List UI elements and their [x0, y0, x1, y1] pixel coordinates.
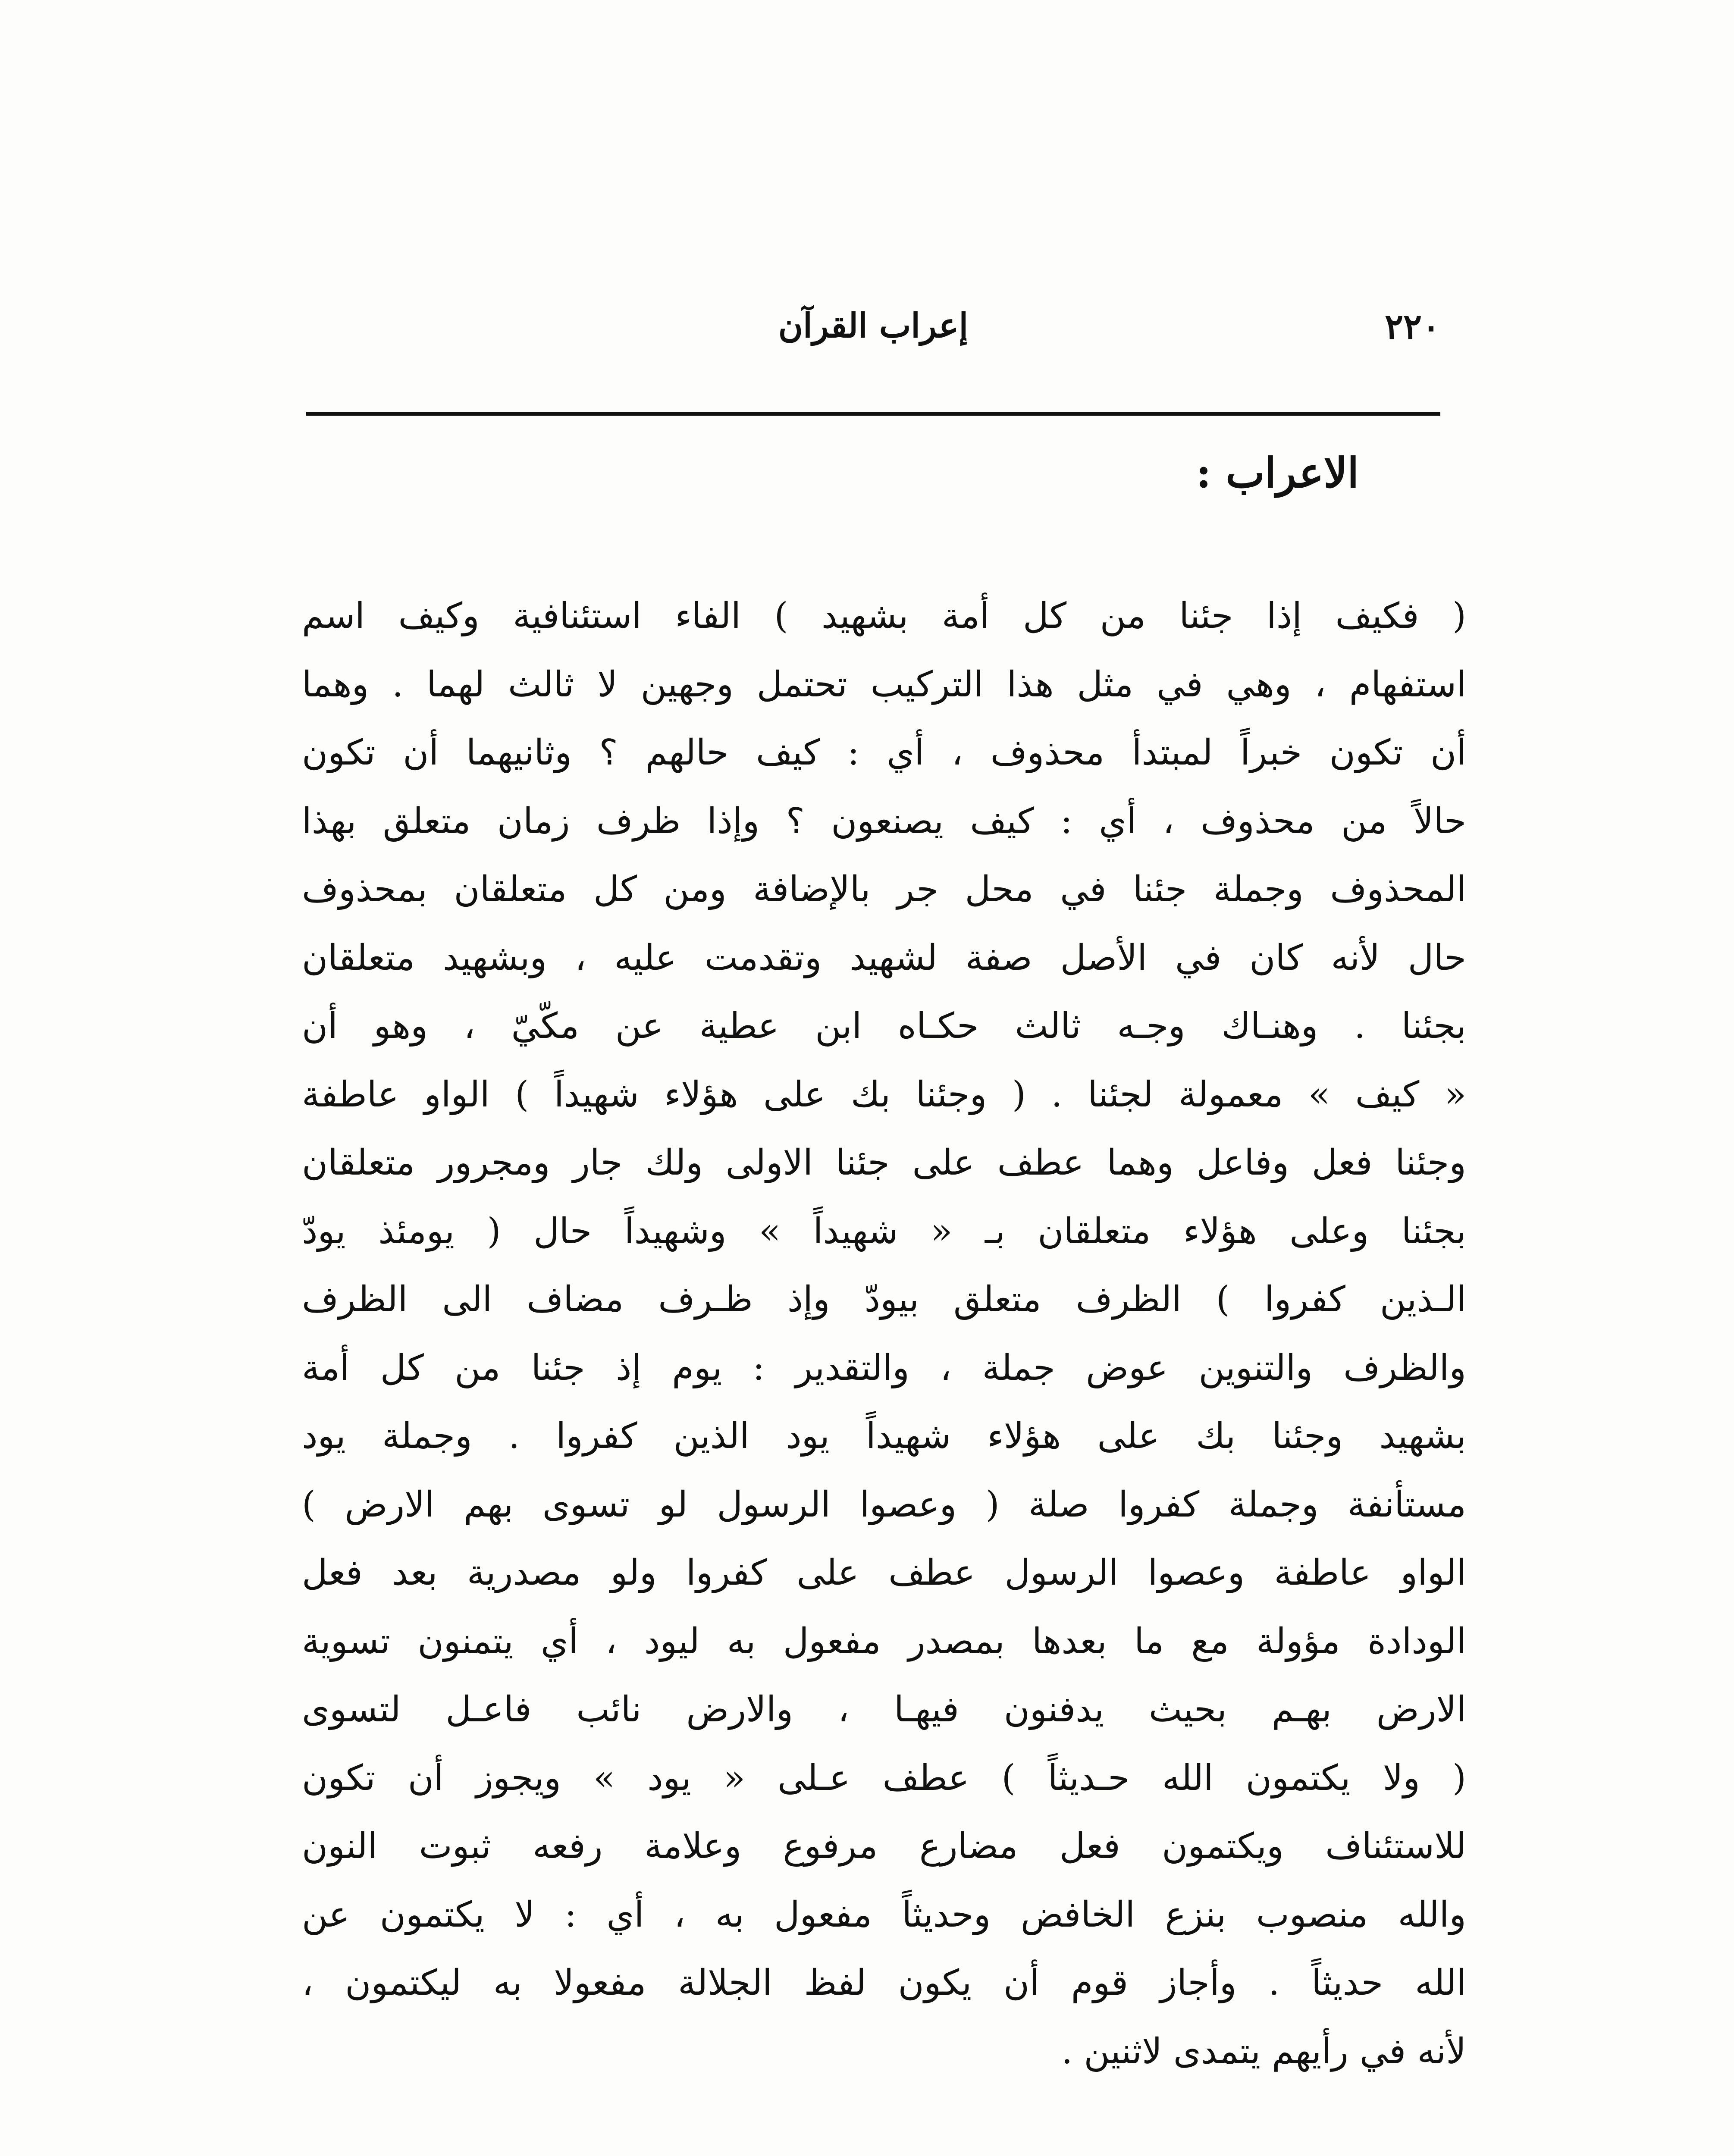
header-rule [306, 412, 1440, 416]
text-line: والله منصوب بنزع الخافض وحديثاً مفعول به ، أي : لا يكتمون عن [302, 1894, 1466, 1935]
text-line: الله حديثاً . وأجاز قوم أن يكون لفظ الجلالة مفعولا به ليكتمون ، [302, 1962, 1466, 2003]
text-line: الودادة مؤولة مع ما بعدها بمصدر مفعول به ليود ، أي يتمنون تسوية [302, 1620, 1466, 1662]
text-line: « كيف » معمولة لجئنا . ( وجئنا بك على هؤلاء شهيداً ) الواو عاطفة [302, 1074, 1466, 1115]
page-header [306, 298, 1440, 362]
text-line: ( فكيف إذا جئنا من كل أمة بشهيد ) الفاء استئنافية وكيف اسم [302, 595, 1466, 636]
text-line: استفهام ، وهي في مثل هذا التركيب تحتمل وجهين لا ثالث لهما . وهما [302, 664, 1466, 705]
text-line: والظرف والتنوين عوض جملة ، والتقدير : يوم إذ جئنا من كل أمة [302, 1347, 1466, 1388]
text-line: بجئنا وعلى هؤلاء متعلقان بـ « شهيداً » وشهيداً حال ( يومئذ يودّ [302, 1210, 1466, 1252]
text-line: وجئنا فعل وفاعل وهما عطف على جئنا الاولى ولك جار ومجرور متعلقان [302, 1142, 1466, 1183]
text-line: الـذين كفروا ) الظرف متعلق بيودّ وإذ ظـرف مضاف الى الظرف [302, 1279, 1466, 1320]
text-line: للاستئناف ويكتمون فعل مضارع مرفوع وعلامة رفعه ثبوت النون [302, 1826, 1466, 1867]
section-heading: الاعراب : [1196, 448, 1359, 497]
text-line: بشهيد وجئنا بك على هؤلاء شهيداً يود الذين كفروا . وجملة يود [302, 1416, 1466, 1457]
body-text [302, 582, 1466, 2086]
text-line: الواو عاطفة وعصوا الرسول عطف على كفروا ولو مصدرية بعد فعل [302, 1552, 1466, 1593]
running-title: إعراب القرآن [778, 306, 969, 345]
text-line: أن تكون خبراً لمبتدأ محذوف ، أي : كيف حالهم ؟ وثانيهما أن تكون [302, 732, 1466, 773]
text-line: حالاً من محذوف ، أي : كيف يصنعون ؟ وإذا ظرف زمان متعلق بهذا [302, 800, 1466, 842]
text-line: حال لأنه كان في الأصل صفة لشهيد وتقدمت عليه ، وبشهيد متعلقان [302, 937, 1466, 978]
text-line: الارض بهـم بحيث يدفنون فيهـا ، والارض نائب فاعـل لتسوى [302, 1689, 1466, 1730]
text-line: بجئنا . وهنـاك وجـه ثالث حكـاه ابن عطية عن مكّيّ ، وهو أن [302, 1006, 1466, 1047]
text-line: مستأنفة وجملة كفروا صلة ( وعصوا الرسول لو تسوى بهم الارض ) [302, 1484, 1466, 1525]
text-line: ( ولا يكتمون الله حـديثاً ) عطف عـلى « يود » ويجوز أن تكون [302, 1757, 1466, 1799]
text-line: لأنه في رأيهم يتمدى لاثنين . [1061, 2031, 1466, 2072]
page-number: ٢٢٠ [1385, 306, 1440, 347]
text-line: المحذوف وجملة جئنا في محل جر بالإضافة ومن كل متعلقان بمحذوف [302, 869, 1466, 910]
